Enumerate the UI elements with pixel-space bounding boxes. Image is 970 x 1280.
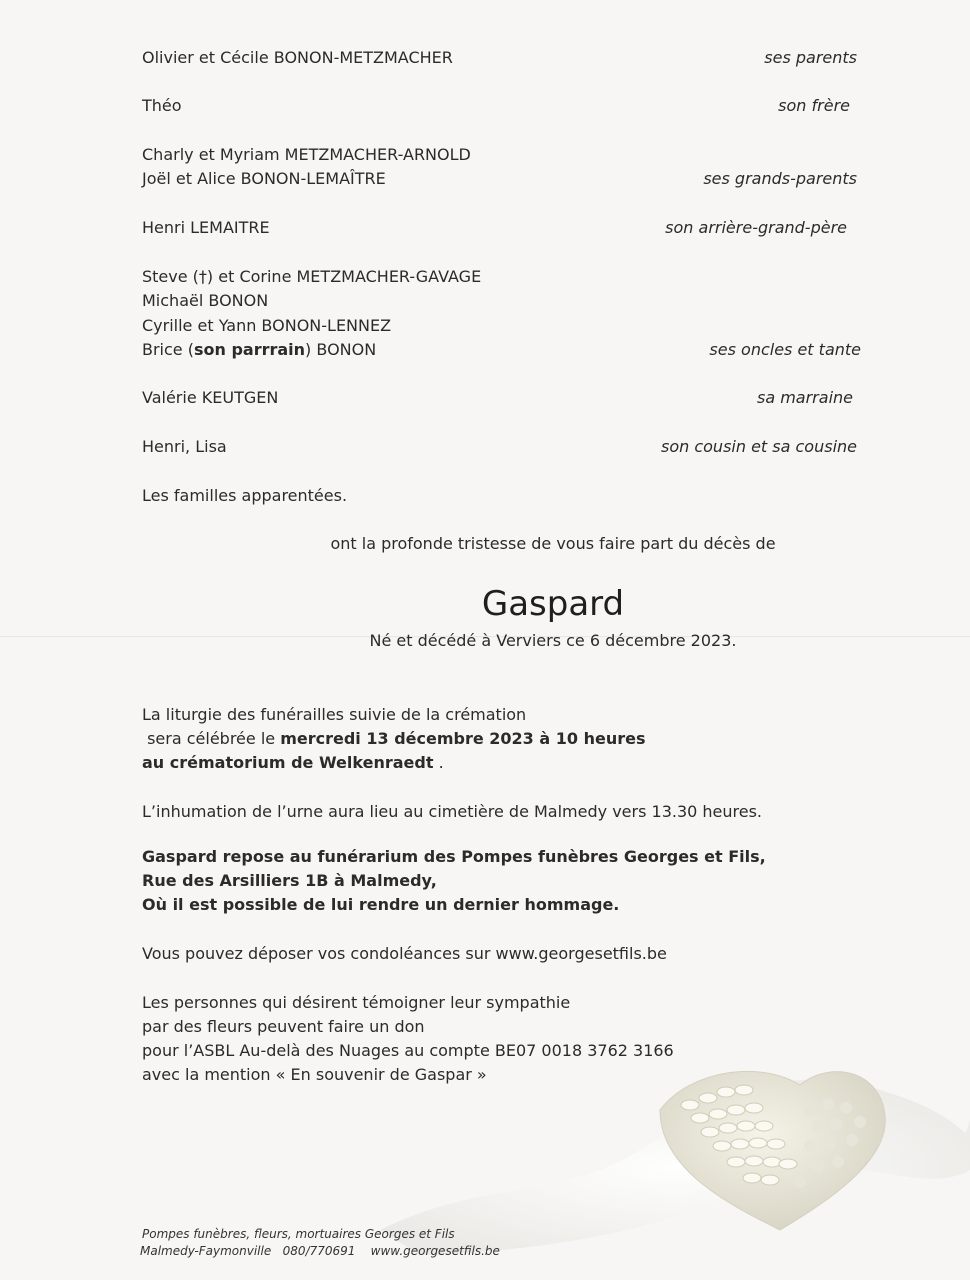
family-name: Brice (son parrrain) BONON bbox=[142, 340, 377, 359]
family-name: Charly et Myriam METZMACHER-ARNOLD bbox=[142, 145, 471, 164]
family-row-uncles-4 bbox=[142, 338, 861, 362]
family-relation: sa marraine bbox=[756, 388, 853, 407]
family-row-grandparents-1 bbox=[142, 143, 857, 167]
donation-line-2: par des fleurs peuvent faire un don bbox=[142, 1017, 425, 1036]
liturgy-line-1: La liturgie des funérailles suivie de la crémation bbox=[142, 705, 527, 724]
family-name: Théo bbox=[142, 96, 182, 115]
family-name: Valérie KEUTGEN bbox=[142, 388, 279, 407]
family-row-grandparents-2 bbox=[142, 167, 857, 191]
donation-line-3: pour l’ASBL Au-delà des Nuages au compte BE07 0018 3762 3166 bbox=[142, 1041, 674, 1060]
family-row-godmother bbox=[142, 386, 857, 410]
family-name: Olivier et Cécile BONON-METZMACHER bbox=[142, 48, 453, 67]
donation-line-4: avec la mention « En souvenir de Gaspar » bbox=[142, 1065, 487, 1084]
rest-line-1: Gaspard repose au funérarium des Pompes funèbres Georges et Fils, bbox=[142, 847, 766, 866]
donation-line-1: Les personnes qui désirent témoigner leur sympathie bbox=[142, 993, 571, 1012]
family-relation: ses parents bbox=[764, 48, 857, 67]
liturgy-line-2: sera célébrée le mercredi 13 décembre 2023 à 10 heures bbox=[142, 729, 646, 748]
born-died-line: Né et décédé à Verviers ce 6 décembre 2023. bbox=[369, 631, 737, 650]
family-name: Michaël BONON bbox=[142, 291, 269, 310]
family-relation: son cousin et sa cousine bbox=[660, 437, 857, 456]
family-row-parents bbox=[142, 46, 857, 70]
rest-line-3: Où il est possible de lui rendre un dernier hommage. bbox=[142, 895, 620, 914]
family-row-uncles-2 bbox=[142, 289, 857, 313]
footer-line-1: Pompes funèbres, fleurs, mortuaires Georges et Fils bbox=[142, 1227, 455, 1241]
family-relation: ses grands-parents bbox=[703, 169, 857, 188]
family-name: Cyrille et Yann BONON-LENNEZ bbox=[142, 316, 392, 335]
families-line: Les familles apparentées. bbox=[142, 486, 348, 505]
liturgy-line-3: au crématorium de Welkenraedt . bbox=[142, 753, 444, 772]
family-name: Henri LEMAITRE bbox=[142, 218, 270, 237]
inhumation-line: L’inhumation de l’urne aura lieu au cimetière de Malmedy vers 13.30 heures. bbox=[142, 802, 763, 821]
family-row-uncles-3 bbox=[142, 314, 857, 338]
family-row-cousins bbox=[142, 435, 857, 459]
family-name: Joël et Alice BONON-LEMAÎTRE bbox=[142, 169, 386, 188]
family-row-uncles-1 bbox=[142, 265, 857, 289]
family-relation: ses oncles et tante bbox=[709, 340, 861, 359]
family-name: Steve (†) et Corine METZMACHER-GAVAGE bbox=[142, 267, 482, 286]
family-relation: son arrière-grand-père bbox=[665, 218, 847, 237]
family-row-brother bbox=[142, 94, 857, 118]
condolences-line: Vous pouvez déposer vos condoléances sur www.georgesetfils.be bbox=[142, 944, 667, 963]
announcement: ont la profonde tristesse de vous faire part du décès de bbox=[330, 534, 776, 553]
rest-line-2: Rue des Arsilliers 1B à Malmedy, bbox=[142, 871, 437, 890]
footer-line-2: Malmedy-Faymonville 080/770691 www.georgesetfils.be bbox=[140, 1244, 500, 1258]
family-name: Henri, Lisa bbox=[142, 437, 227, 456]
family-row-great-grandfather bbox=[142, 216, 857, 240]
family-relation: son frère bbox=[778, 96, 850, 115]
deceased-name: Gaspard bbox=[481, 584, 625, 624]
